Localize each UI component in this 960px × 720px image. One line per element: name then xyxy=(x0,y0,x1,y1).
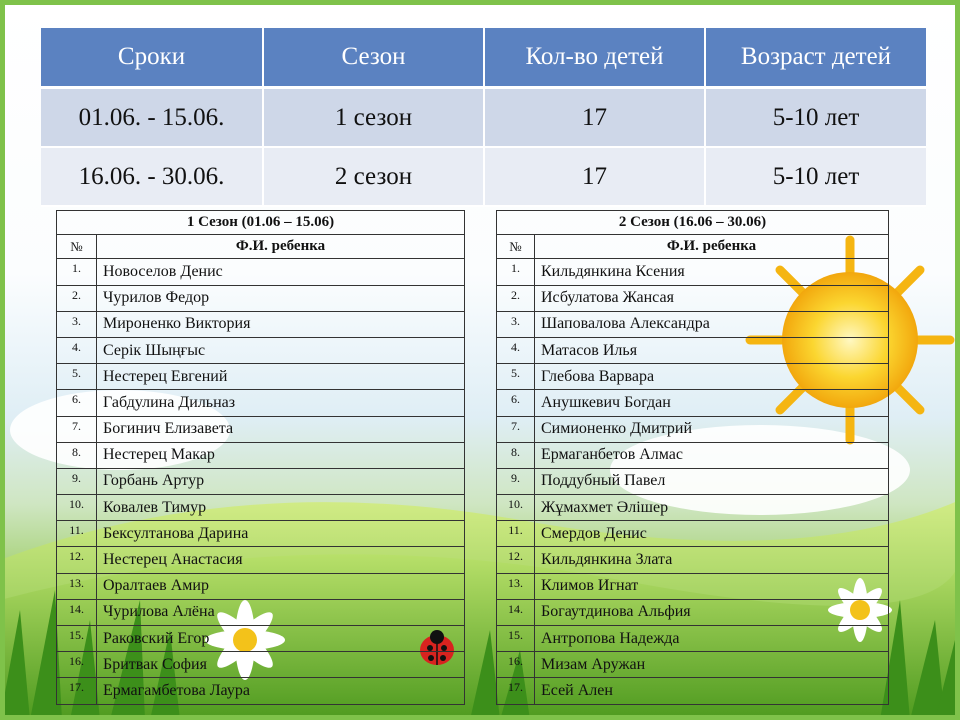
child-number: 6. xyxy=(57,390,97,416)
child-name: Кильдянкина Ксения xyxy=(535,259,889,285)
child-name: Богаутдинова Альфия xyxy=(535,599,889,625)
child-name: Чурилова Алёна xyxy=(97,599,465,625)
season1-num-header: № xyxy=(57,235,97,259)
cell-season: 2 сезон xyxy=(263,147,484,206)
child-name: Оралтаев Амир xyxy=(97,573,465,599)
list-item xyxy=(57,599,465,625)
list-item xyxy=(57,547,465,573)
child-name: Ермагамбетова Лаура xyxy=(97,678,465,704)
child-number: 5. xyxy=(497,364,535,390)
child-number: 17. xyxy=(57,678,97,704)
child-name: Мироненко Виктория xyxy=(97,311,465,337)
child-name: Есей Ален xyxy=(535,678,889,704)
season2-children-table xyxy=(496,210,889,705)
list-item xyxy=(497,547,889,573)
cell-season: 1 сезон xyxy=(263,88,484,148)
child-name: Мизам Аружан xyxy=(535,652,889,678)
child-name: Ермаганбетов Алмас xyxy=(535,442,889,468)
child-number: 2. xyxy=(497,285,535,311)
list-item xyxy=(57,573,465,599)
child-number: 16. xyxy=(57,652,97,678)
header-dates: Сроки xyxy=(41,28,263,88)
child-number: 1. xyxy=(497,259,535,285)
season1-children-table xyxy=(56,210,465,705)
list-item xyxy=(57,337,465,363)
list-item xyxy=(497,521,889,547)
list-item xyxy=(57,678,465,704)
child-number: 9. xyxy=(57,468,97,494)
child-number: 12. xyxy=(57,547,97,573)
list-item xyxy=(497,599,889,625)
list-item xyxy=(497,626,889,652)
child-name: Нестерец Макар xyxy=(97,442,465,468)
child-number: 3. xyxy=(497,311,535,337)
season1-name-header: Ф.И. ребенка xyxy=(97,235,465,259)
list-item xyxy=(497,364,889,390)
season2-name-header: Ф.И. ребенка xyxy=(535,235,889,259)
child-name: Симионенко Дмитрий xyxy=(535,416,889,442)
child-name: Бексултанова Дарина xyxy=(97,521,465,547)
list-item xyxy=(57,259,465,285)
child-name: Антропова Надежда xyxy=(535,626,889,652)
list-item xyxy=(57,416,465,442)
child-number: 6. xyxy=(497,390,535,416)
child-number: 14. xyxy=(57,599,97,625)
child-name: Глебова Варвара xyxy=(535,364,889,390)
child-name: Анушкевич Богдан xyxy=(535,390,889,416)
child-number: 4. xyxy=(497,337,535,363)
child-name: Матасов Илья xyxy=(535,337,889,363)
list-item xyxy=(57,442,465,468)
cell-dates: 16.06. - 30.06. xyxy=(41,147,263,206)
child-name: Нестерец Анастасия xyxy=(97,547,465,573)
list-item xyxy=(57,652,465,678)
cell-children-age: 5-10 лет xyxy=(705,147,926,206)
child-name: Климов Игнат xyxy=(535,573,889,599)
child-name: Горбань Артур xyxy=(97,468,465,494)
child-number: 11. xyxy=(57,521,97,547)
child-number: 7. xyxy=(57,416,97,442)
list-item xyxy=(57,364,465,390)
cell-children-count: 17 xyxy=(484,88,705,148)
cell-children-age: 5-10 лет xyxy=(705,88,926,148)
header-season: Сезон xyxy=(263,28,484,88)
cell-children-count: 17 xyxy=(484,147,705,206)
child-number: 11. xyxy=(497,521,535,547)
list-item xyxy=(497,337,889,363)
child-name: Ковалев Тимур xyxy=(97,495,465,521)
child-name: Нестерец Евгений xyxy=(97,364,465,390)
season2-num-header: № xyxy=(497,235,535,259)
list-item xyxy=(57,468,465,494)
child-number: 10. xyxy=(497,495,535,521)
child-number: 17. xyxy=(497,678,535,704)
list-item xyxy=(57,495,465,521)
child-number: 7. xyxy=(497,416,535,442)
child-number: 2. xyxy=(57,285,97,311)
child-name: Серік Шыңғыс xyxy=(97,337,465,363)
list-item xyxy=(497,468,889,494)
season1-caption: 1 Сезон (01.06 – 15.06) xyxy=(57,211,465,235)
cell-dates: 01.06. - 15.06. xyxy=(41,88,263,148)
list-item xyxy=(497,390,889,416)
table-row xyxy=(41,147,926,206)
child-number: 3. xyxy=(57,311,97,337)
child-name: Кильдянкина Злата xyxy=(535,547,889,573)
child-number: 12. xyxy=(497,547,535,573)
child-number: 9. xyxy=(497,468,535,494)
child-name: Шаповалова Александра xyxy=(535,311,889,337)
list-item xyxy=(497,495,889,521)
child-name: Габдулина Дильназ xyxy=(97,390,465,416)
list-item xyxy=(497,442,889,468)
header-children-count: Кол-во детей xyxy=(484,28,705,88)
child-name: Чурилов Федор xyxy=(97,285,465,311)
child-number: 16. xyxy=(497,652,535,678)
child-name: Жұмахмет Әлішер xyxy=(535,495,889,521)
child-name: Поддубный Павел xyxy=(535,468,889,494)
child-name: Исбулатова Жансая xyxy=(535,285,889,311)
list-item xyxy=(497,285,889,311)
list-item xyxy=(57,285,465,311)
list-item xyxy=(497,652,889,678)
child-number: 13. xyxy=(497,573,535,599)
child-number: 1. xyxy=(57,259,97,285)
child-number: 15. xyxy=(497,626,535,652)
child-number: 5. xyxy=(57,364,97,390)
season-schedule-table xyxy=(41,28,926,207)
child-name: Раковский Егор xyxy=(97,626,465,652)
child-name: Бритвак София xyxy=(97,652,465,678)
list-item xyxy=(57,311,465,337)
list-item xyxy=(497,259,889,285)
child-number: 4. xyxy=(57,337,97,363)
list-item xyxy=(497,416,889,442)
child-number: 8. xyxy=(57,442,97,468)
child-name: Смердов Денис xyxy=(535,521,889,547)
header-children-age: Возраст детей xyxy=(705,28,926,88)
child-number: 14. xyxy=(497,599,535,625)
child-number: 13. xyxy=(57,573,97,599)
child-number: 15. xyxy=(57,626,97,652)
list-item xyxy=(497,678,889,704)
season-table-header xyxy=(41,28,926,88)
season2-children-list xyxy=(497,259,889,704)
child-number: 10. xyxy=(57,495,97,521)
season2-caption: 2 Сезон (16.06 – 30.06) xyxy=(497,211,889,235)
list-item xyxy=(57,390,465,416)
season1-children-list xyxy=(57,259,465,704)
list-item xyxy=(57,626,465,652)
child-number: 8. xyxy=(497,442,535,468)
list-item xyxy=(57,521,465,547)
child-name: Богинич Елизавета xyxy=(97,416,465,442)
list-item xyxy=(497,573,889,599)
list-item xyxy=(497,311,889,337)
table-row xyxy=(41,88,926,148)
child-name: Новоселов Денис xyxy=(97,259,465,285)
